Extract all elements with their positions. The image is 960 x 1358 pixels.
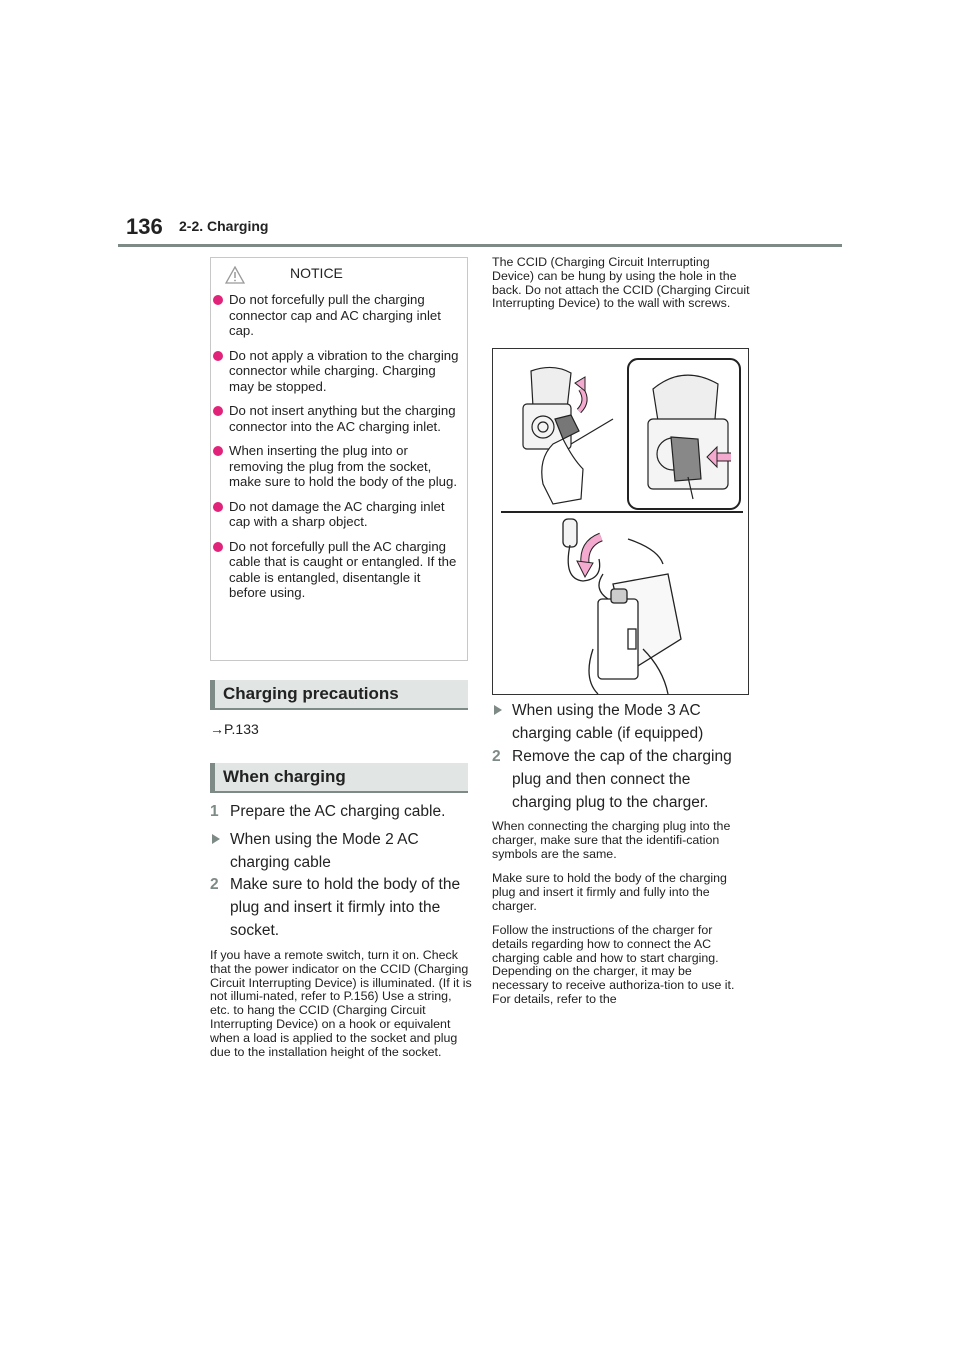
notice-box bbox=[210, 257, 468, 661]
page-reference: →P.133 bbox=[210, 721, 259, 737]
notice-header bbox=[211, 258, 467, 288]
notice-list bbox=[211, 292, 467, 610]
ccid-hook-illustration bbox=[493, 349, 748, 694]
notice-item: Do not forcefully pull the AC charging cable that is caught or entangled. If the cable is entangled, disentangle it before using. bbox=[211, 539, 467, 601]
step-2-left: 2 Make sure to hold the body of the plug and insert it firmly into the socket. bbox=[210, 876, 461, 939]
step-1: 1 Prepare the AC charging cable. bbox=[210, 803, 446, 820]
ccid-intro: The CCID (Charging Circuit Interrupting Device) can be hung by using the hole in the back. Do not attach the CCID (Charging Circuit Interrupting Device) to the wall with screws. bbox=[492, 255, 750, 311]
notice-item: Do not apply a vibration to the charging connector while charging. Charging may be stopped. bbox=[211, 348, 467, 395]
bullet-icon bbox=[213, 446, 223, 456]
notice-item: Do not forcefully pull the charging connector cap and AC charging inlet cap. bbox=[211, 292, 467, 339]
step-2-right: 2 Remove the cap of the charging plug and then connect the charging plug to the charger. bbox=[492, 748, 732, 811]
notice-item: When inserting the plug into or removing the plug from the socket, make sure to hold the body of the plug. bbox=[211, 443, 467, 490]
mode-3-heading: When using the Mode 3 AC charging cable (if equipped) bbox=[492, 699, 754, 745]
notice-label: NOTICE bbox=[290, 265, 343, 281]
triangle-bullet-icon bbox=[212, 834, 220, 844]
charging-illustration bbox=[492, 348, 749, 695]
warning-icon bbox=[225, 266, 245, 284]
bullet-icon bbox=[213, 406, 223, 416]
triangle-bullet-icon bbox=[494, 705, 502, 715]
header-rule bbox=[118, 244, 842, 247]
notice-item: Do not damage the AC charging inlet cap with a sharp object. bbox=[211, 499, 467, 530]
notice-item: Do not insert anything but the charging connector into the AC charging inlet. bbox=[211, 403, 467, 434]
charging-precautions-heading: Charging precautions bbox=[210, 680, 468, 710]
when-charging-heading: When charging bbox=[210, 763, 468, 793]
right-para-3: Follow the instructions of the charger for details regarding how to connect the AC charging cable and how to start charging. Depending on the charger, it may be necessary to receive authoriza-tion to use it. For details, refer to the bbox=[492, 923, 735, 1006]
bullet-icon bbox=[213, 542, 223, 552]
mode-2-heading: When using the Mode 2 AC charging cable bbox=[210, 828, 472, 874]
bullet-icon bbox=[213, 295, 223, 305]
bullet-icon bbox=[213, 502, 223, 512]
left-note: If you have a remote switch, turn it on. Check that the power indicator on the CCID (Charging Circuit Interrupting Device) is illuminated. (If it is not illumi-nated, refer to P.156) Use a string, etc. to hang the CCID (Charging Circuit Interrupting Device) on a hook or equivalent when a load is applied to the socket and plug due to the installation height of the socket. bbox=[210, 948, 472, 1059]
bullet-icon bbox=[213, 351, 223, 361]
right-para-1: When connecting the charging plug into the charger, make sure that the identifi-cation symbols are the same. bbox=[492, 819, 731, 861]
section-title: 2-2. Charging bbox=[179, 218, 269, 234]
page-number: 136 bbox=[126, 214, 163, 239]
right-para-2: Make sure to hold the body of the charging plug and insert it firmly and fully into the charger. bbox=[492, 871, 727, 913]
